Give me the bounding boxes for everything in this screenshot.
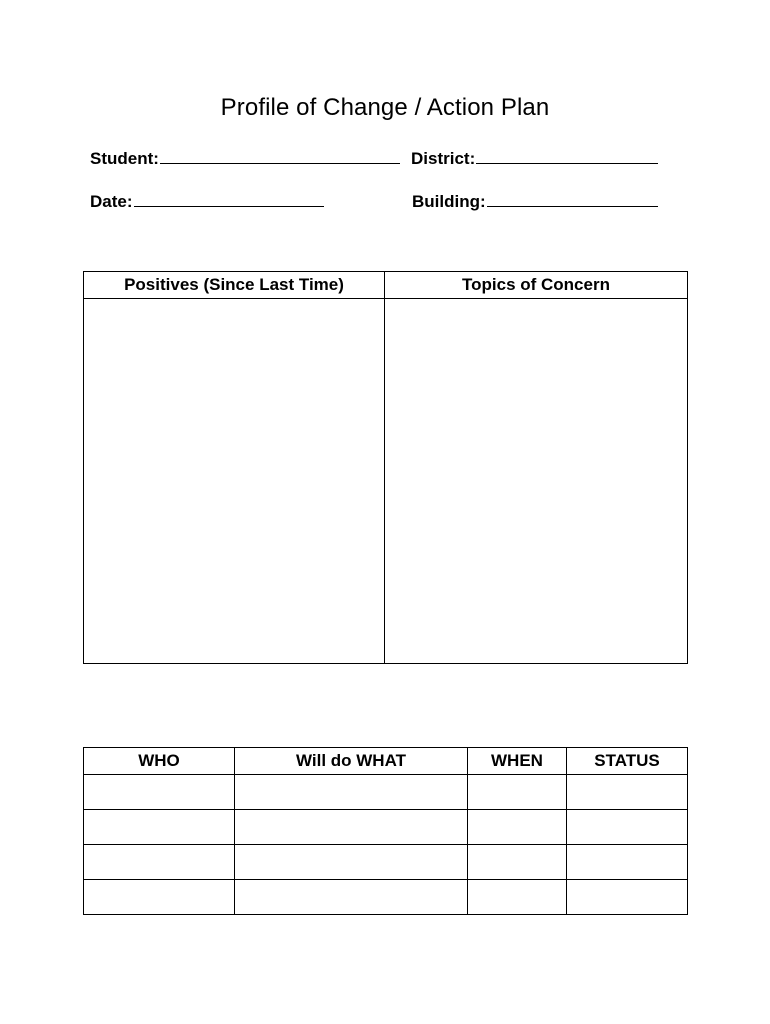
building-field[interactable] bbox=[412, 191, 658, 212]
page-title: Profile of Change / Action Plan bbox=[220, 94, 550, 121]
date-label: Date: bbox=[90, 192, 133, 211]
when-cell[interactable] bbox=[468, 810, 567, 845]
table-row bbox=[84, 775, 688, 810]
who-cell[interactable] bbox=[84, 775, 235, 810]
date-blank-line[interactable] bbox=[134, 191, 324, 207]
will-do-what-cell[interactable] bbox=[235, 845, 468, 880]
building-blank-line[interactable] bbox=[487, 191, 658, 207]
concerns-body-row bbox=[84, 299, 688, 664]
topics-of-concern-header: Topics of Concern bbox=[385, 272, 688, 299]
will-do-what-header: Will do WHAT bbox=[235, 748, 468, 775]
table-row bbox=[84, 845, 688, 880]
who-cell[interactable] bbox=[84, 880, 235, 915]
student-label: Student: bbox=[90, 149, 159, 168]
when-cell[interactable] bbox=[468, 775, 567, 810]
topics-of-concern-cell[interactable] bbox=[385, 299, 688, 664]
when-cell[interactable] bbox=[468, 845, 567, 880]
who-header: WHO bbox=[84, 748, 235, 775]
who-cell[interactable] bbox=[84, 810, 235, 845]
who-cell[interactable] bbox=[84, 845, 235, 880]
district-blank-line[interactable] bbox=[476, 148, 658, 164]
concerns-header-row bbox=[84, 272, 688, 299]
district-field[interactable] bbox=[411, 148, 658, 169]
status-cell[interactable] bbox=[567, 775, 688, 810]
district-label: District: bbox=[411, 149, 476, 168]
table-row bbox=[84, 880, 688, 915]
status-cell[interactable] bbox=[567, 845, 688, 880]
will-do-what-cell[interactable] bbox=[235, 775, 468, 810]
action-plan-table bbox=[83, 747, 688, 915]
concerns-table bbox=[83, 271, 688, 664]
status-header: STATUS bbox=[567, 748, 688, 775]
positives-cell[interactable] bbox=[84, 299, 385, 664]
positives-header: Positives (Since Last Time) bbox=[84, 272, 385, 299]
status-cell[interactable] bbox=[567, 810, 688, 845]
action-header-row bbox=[84, 748, 688, 775]
when-cell[interactable] bbox=[468, 880, 567, 915]
date-field[interactable] bbox=[90, 191, 324, 212]
building-label: Building: bbox=[412, 192, 486, 211]
will-do-what-cell[interactable] bbox=[235, 880, 468, 915]
status-cell[interactable] bbox=[567, 880, 688, 915]
student-field[interactable] bbox=[90, 148, 400, 169]
table-row bbox=[84, 810, 688, 845]
when-header: WHEN bbox=[468, 748, 567, 775]
student-blank-line[interactable] bbox=[160, 148, 400, 164]
will-do-what-cell[interactable] bbox=[235, 810, 468, 845]
